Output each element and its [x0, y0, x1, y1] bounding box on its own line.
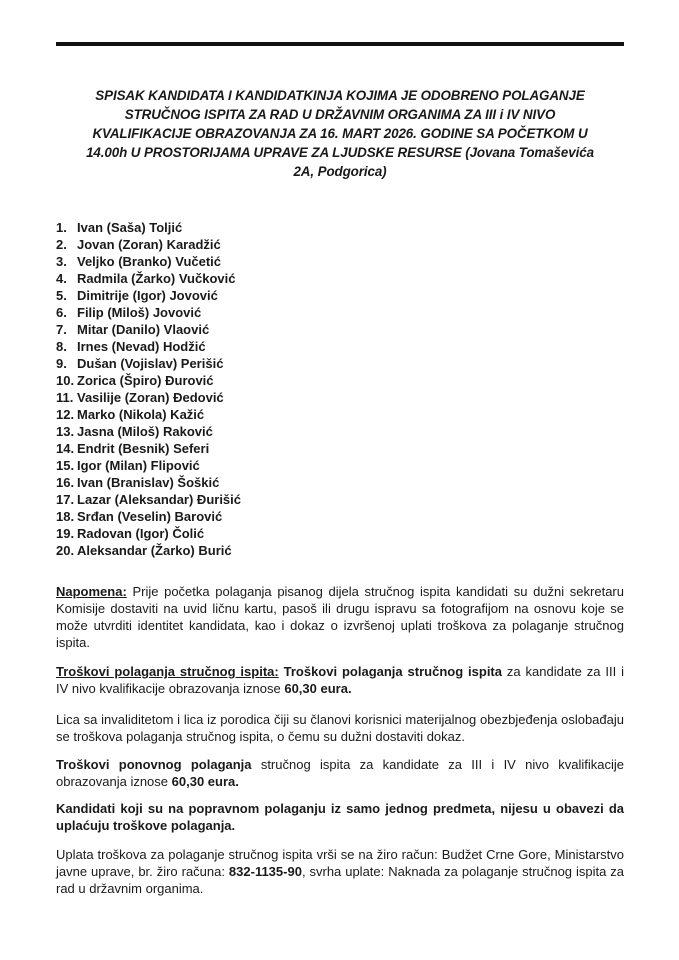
note-label: Napomena: [56, 584, 127, 599]
list-item [56, 372, 241, 389]
candidate-name: Dimitrije (Igor) Jovović [77, 288, 218, 303]
retake-text: stručnog ispita za kandidate za III i IV nivo kvalifikacije obrazovanja iznose [56, 757, 625, 789]
list-item [56, 253, 241, 270]
correction-text: Kandidati koji su na popravnom polaganju iz samo jednog predmeta, nijesu u obavezi da uplaćuju troškove polaganja. [56, 801, 624, 833]
candidate-name: Irnes (Nevad) Hodžić [77, 339, 206, 354]
retake-paragraph [56, 756, 624, 790]
item-number: 1. [56, 220, 67, 235]
list-item [56, 474, 241, 491]
item-number: 14. [56, 441, 75, 456]
costs-label: Troškovi polaganja stručnog ispita: [56, 664, 279, 679]
item-number: 10. [56, 373, 75, 388]
payment-text-before: Uplata troškova za polaganje stručnog ispita vrši se na žiro račun: Budžet Crne Gore, Ministarstvo javne uprave, br. žiro računa: [56, 847, 624, 879]
costs-text: za kandidate za III i IV nivo kvalifikacije obrazovanja iznose [56, 664, 625, 696]
list-item [56, 389, 241, 406]
candidate-name: Lazar (Aleksandar) Đurišić [77, 492, 242, 507]
costs-amount: 60,30 eura. [284, 681, 352, 696]
list-item [56, 338, 241, 355]
title-line: 2A, Podgorica) [293, 164, 387, 179]
exemption-text: Lica sa invaliditetom i lica iz porodica čiji su članovi korisnici materijalnog obezbjeđenja oslobađaju se troškova polaganja stručnog ispita, o čemu su dužni dostaviti dokaz. [56, 712, 624, 744]
list-item [56, 491, 241, 508]
item-number: 4. [56, 271, 67, 286]
candidate-name: Jasna (Miloš) Raković [77, 424, 213, 439]
item-number: 6. [56, 305, 67, 320]
item-number: 11. [56, 390, 74, 405]
title-line: KVALIFIKACIJE OBRAZOVANJA ZA 16. MART 2026. GODINE SA POČETKOM U [92, 126, 588, 141]
list-item [56, 287, 241, 304]
item-number: 20. [56, 543, 75, 558]
item-number: 7. [56, 322, 67, 337]
item-number: 9. [56, 356, 67, 371]
costs-bold: Troškovi polaganja stručnog ispita [278, 664, 502, 679]
candidate-name: Srđan (Veselin) Barović [77, 509, 223, 524]
candidate-name: Vasilije (Zoran) Đedović [77, 390, 224, 405]
item-number: 17. [56, 492, 75, 507]
list-item [56, 423, 241, 440]
list-item [56, 304, 241, 321]
list-item [56, 355, 241, 372]
list-item [56, 457, 241, 474]
item-number: 12. [56, 407, 75, 422]
title-line: STRUČNOG ISPITA ZA RAD U DRŽAVNIM ORGANIMA ZA III i IV NIVO [124, 107, 556, 122]
candidate-name: Dušan (Vojislav) Perišić [77, 356, 224, 371]
candidate-name: Filip (Miloš) Jovović [77, 305, 202, 320]
candidate-list [56, 219, 241, 559]
payment-paragraph [56, 846, 624, 897]
list-item [56, 270, 241, 287]
item-number: 18. [56, 509, 75, 524]
item-number: 8. [56, 339, 67, 354]
payment-text-after: , svrha uplate: Naknada za polaganje stručnog ispita za rad u državnim organima. [56, 864, 625, 896]
item-number: 13. [56, 424, 75, 439]
candidate-name: Igor (Milan) Flipović [77, 458, 200, 473]
title-line: 14.00h U PROSTORIJAMA UPRAVE ZA LJUDSKE RESURSE (Jovana Tomaševića [86, 145, 594, 160]
list-item [56, 219, 241, 236]
list-item [56, 542, 241, 559]
retake-amount: 60,30 eura. [171, 774, 239, 789]
list-item [56, 508, 241, 525]
candidate-name: Marko (Nikola) Kažić [77, 407, 205, 422]
note-text: Prije početka polaganja pisanog dijela stručnog ispita kandidati su dužni sekretaru Komisije dostaviti na uvid ličnu kartu, pasoš ili drugu ispravu sa fotografijom na osnovu koje se može utvrditi identitet kandidata, kao i dokaz o izvršenoj uplati troškova za polaganje stručnog ispita. [56, 584, 624, 650]
document-title [58, 86, 622, 181]
list-item [56, 406, 241, 423]
exemption-paragraph [56, 711, 624, 745]
candidate-name: Radmila (Žarko) Vučković [77, 271, 236, 286]
item-number: 19. [56, 526, 75, 541]
list-item [56, 525, 241, 542]
candidate-name: Endrit (Besnik) Seferi [77, 441, 210, 456]
item-number: 3. [56, 254, 67, 269]
candidate-name: Aleksandar (Žarko) Burić [77, 543, 232, 558]
item-number: 16. [56, 475, 75, 490]
list-item [56, 440, 241, 457]
candidate-name: Mitar (Danilo) Vlaović [77, 322, 210, 337]
title-line: SPISAK KANDIDATA I KANDIDATKINJA KOJIMA JE ODOBRENO POLAGANJE [95, 88, 585, 103]
candidate-name: Radovan (Igor) Čolić [77, 526, 205, 541]
note-paragraph [56, 583, 624, 651]
candidate-name: Jovan (Zoran) Karadžić [77, 237, 221, 252]
item-number: 5. [56, 288, 67, 303]
top-rule [56, 42, 624, 46]
correction-paragraph [56, 800, 624, 834]
candidate-name: Ivan (Saša) Toljić [77, 220, 183, 235]
candidate-name: Ivan (Branislav) Šoškić [77, 475, 220, 490]
item-number: 2. [56, 237, 67, 252]
retake-bold: Troškovi ponovnog polaganja [56, 757, 252, 772]
candidate-name: Zorica (Špiro) Đurović [77, 373, 214, 388]
list-item [56, 236, 241, 253]
payment-account: 832-1135-90 [228, 864, 302, 879]
candidate-name: Veljko (Branko) Vučetić [77, 254, 222, 269]
costs-paragraph [56, 663, 624, 697]
item-number: 15. [56, 458, 75, 473]
list-item [56, 321, 241, 338]
